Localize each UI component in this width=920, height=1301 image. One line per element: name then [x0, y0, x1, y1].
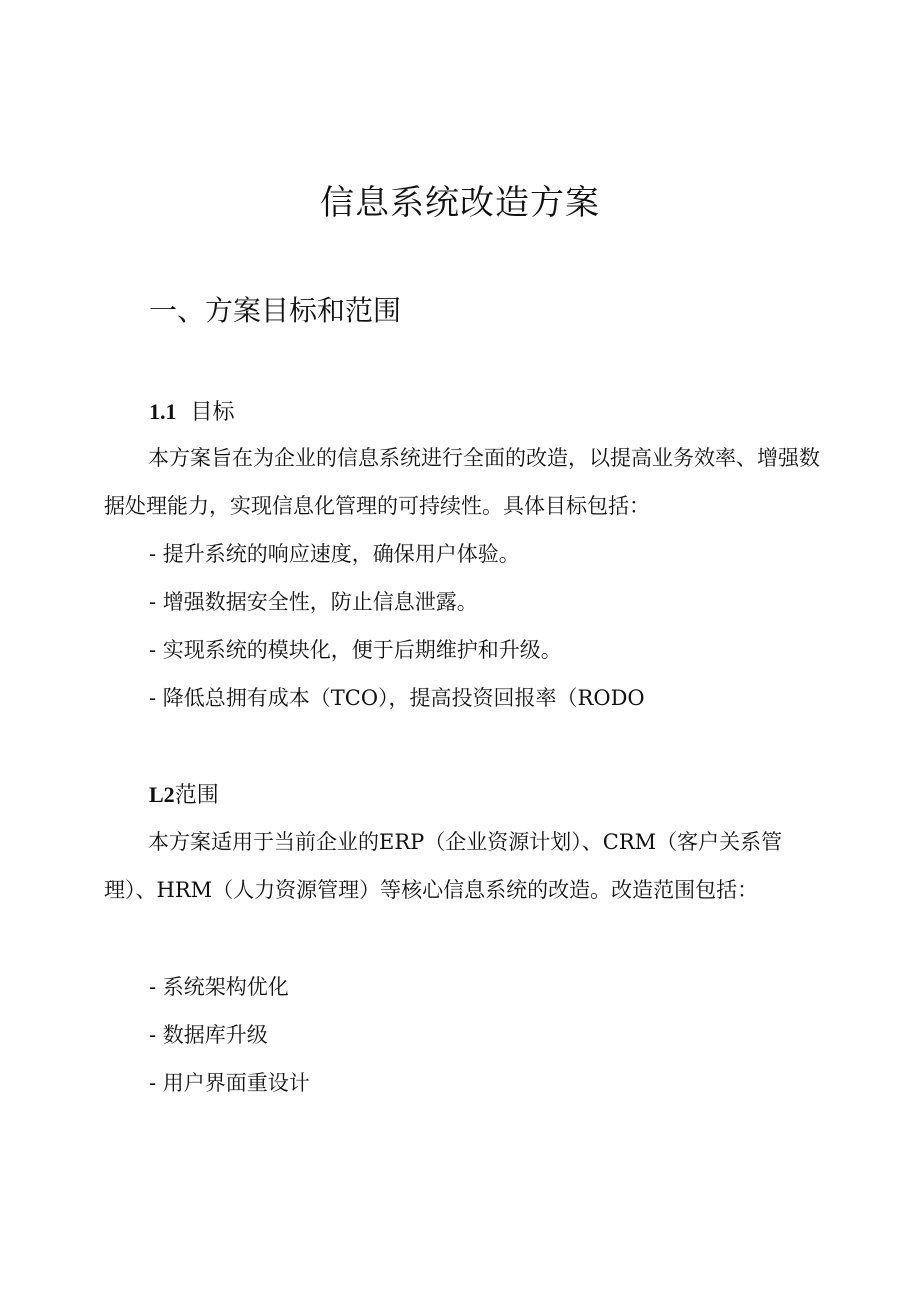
subsection-title: 范围: [174, 783, 219, 808]
scope-paragraph: 本方案适用于当前企业的ERP（企业资源计划）、CRM（客户关系管理）、HRM（人力资源管理）等核心信息系统的改造。改造范围包括：: [104, 830, 783, 902]
document-title: 信息系统改造方案: [320, 183, 600, 223]
list-item: - 降低总拥有成本（TCO），提高投资回报率（RODO: [149, 686, 645, 710]
list-item: - 实现系统的模块化，便于后期维护和升级。: [149, 638, 562, 662]
goals-paragraph: 本方案旨在为企业的信息系统进行全面的改造，以提高业务效率、增强数据处理能力，实现信息化管理的可持续性。具体目标包括：: [104, 446, 820, 518]
subsection-heading-scope: [149, 778, 219, 813]
subsection-heading-goals: [149, 395, 235, 430]
list-item: - 用户界面重设计: [149, 1071, 310, 1095]
section-heading-goals-scope: 一、方案目标和范围: [149, 294, 402, 327]
subsection-number: L2: [149, 782, 175, 807]
list-item: - 系统架构优化: [149, 975, 289, 999]
list-item: - 增强数据安全性，防止信息泄露。: [149, 590, 478, 614]
subsection-title: 目标: [190, 400, 235, 425]
list-item: - 数据库升级: [149, 1023, 268, 1047]
list-item: - 提升系统的响应速度，确保用户体验。: [149, 542, 520, 566]
subsection-number: 1.1: [149, 399, 177, 424]
